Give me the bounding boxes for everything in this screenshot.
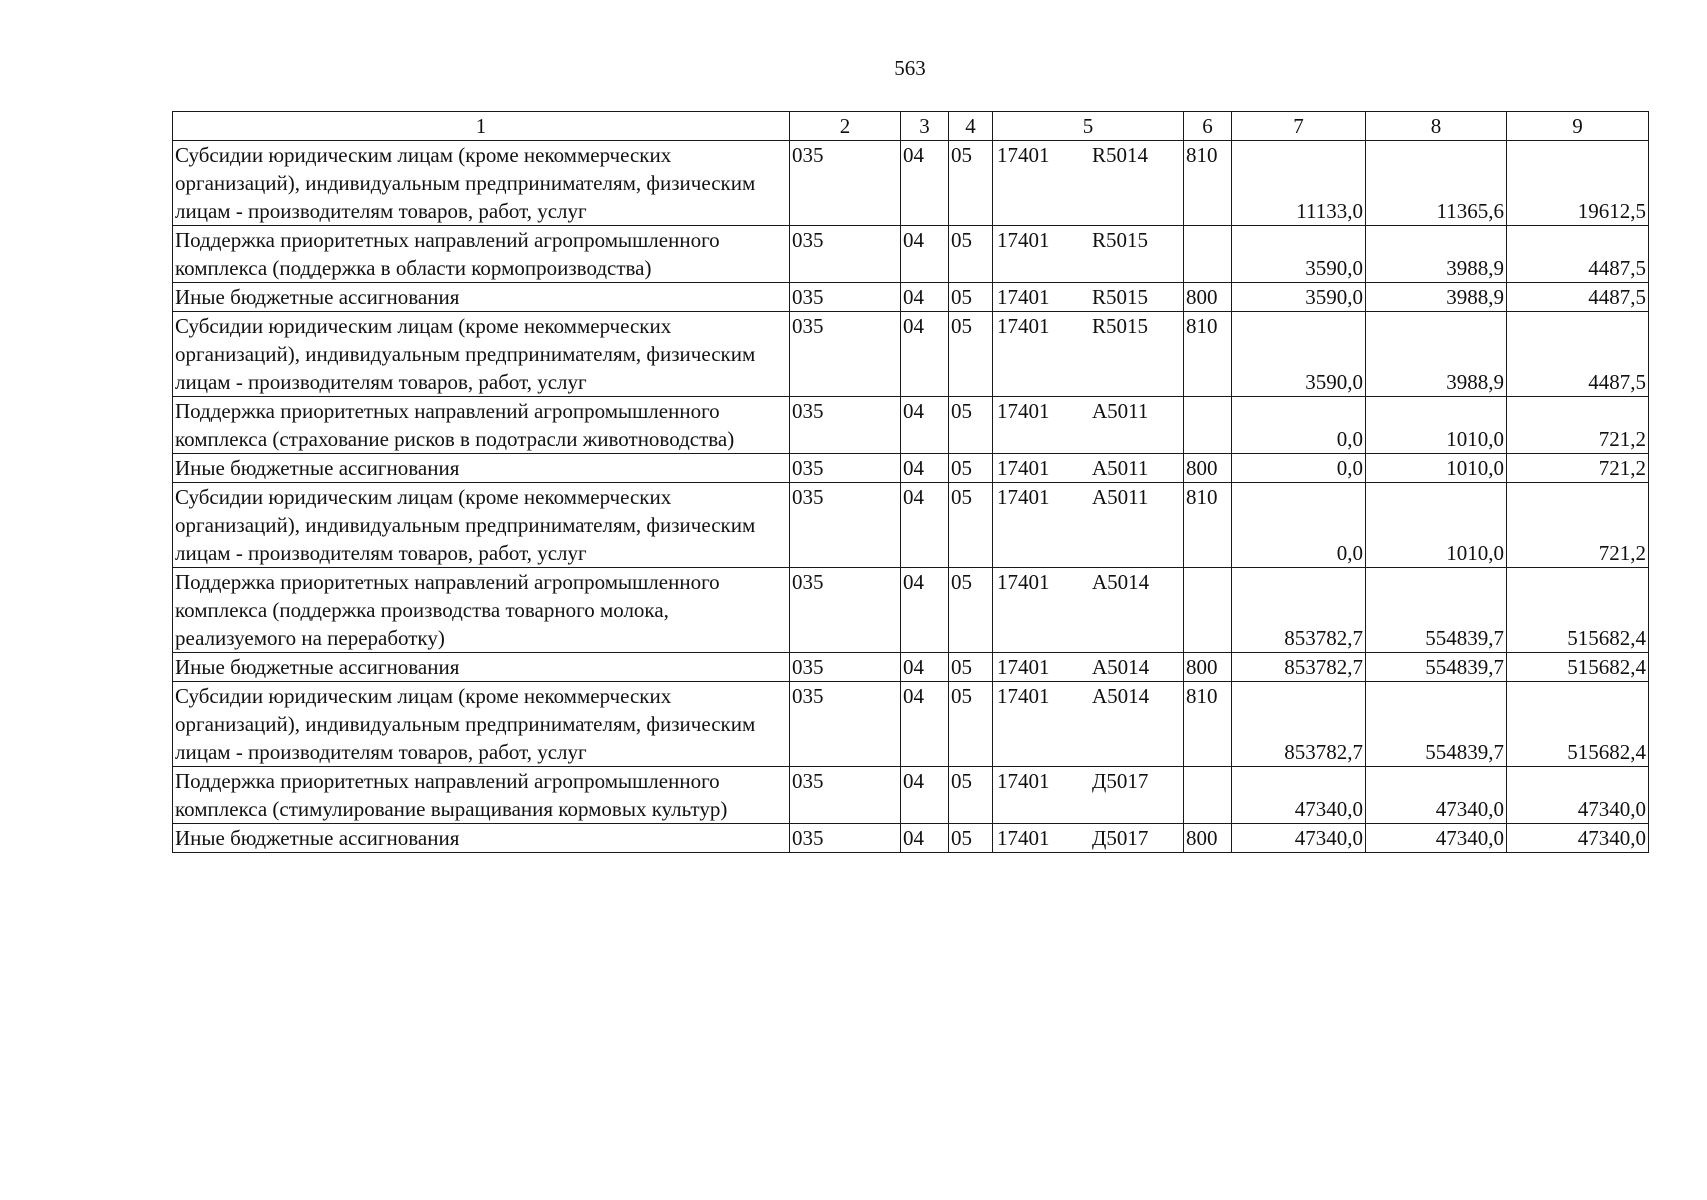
row-code-2: 035 xyxy=(790,397,901,454)
row-value-7: 3590,0 xyxy=(1232,283,1366,312)
row-code-5-direction: А5011 xyxy=(1092,399,1149,423)
row-code-5 xyxy=(993,483,1184,568)
row-code-5-direction: R5015 xyxy=(1092,228,1149,252)
row-code-6 xyxy=(1184,568,1232,653)
row-code-2: 035 xyxy=(790,283,901,312)
row-code-5 xyxy=(993,653,1184,682)
table-row xyxy=(173,568,1649,653)
row-code-5-direction: А5014 xyxy=(1092,684,1150,708)
row-code-6: 810 xyxy=(1184,141,1232,226)
header-cell: 5 xyxy=(993,112,1184,141)
table-row xyxy=(173,483,1649,568)
row-name: Субсидии юридическим лицам (кроме некоммерческих организаций), индивидуальным предпринимателям, физическим лицам - производителям товаров, работ, услуг xyxy=(173,312,790,397)
header-cell: 9 xyxy=(1507,112,1649,141)
row-code-2: 035 xyxy=(790,141,901,226)
row-code-4: 05 xyxy=(949,824,993,853)
row-name: Иные бюджетные ассигнования xyxy=(173,283,790,312)
row-code-5-direction: R5015 xyxy=(1092,314,1149,338)
header-cell: 3 xyxy=(901,112,949,141)
row-code-2: 035 xyxy=(790,767,901,824)
row-code-3: 04 xyxy=(901,824,949,853)
table-row xyxy=(173,682,1649,767)
row-value-8: 11365,6 xyxy=(1366,141,1507,226)
row-value-9: 721,2 xyxy=(1507,483,1649,568)
row-value-7: 0,0 xyxy=(1232,397,1366,454)
row-code-4: 05 xyxy=(949,568,993,653)
row-name: Поддержка приоритетных направлений агропромышленного комплекса (поддержка в области кормопроизводства) xyxy=(173,226,790,283)
table-row xyxy=(173,312,1649,397)
row-value-7: 853782,7 xyxy=(1232,653,1366,682)
row-code-6 xyxy=(1184,226,1232,283)
row-value-8: 47340,0 xyxy=(1366,824,1507,853)
row-name: Иные бюджетные ассигнования xyxy=(173,824,790,853)
row-code-5-direction: R5015 xyxy=(1092,285,1149,309)
row-code-6 xyxy=(1184,767,1232,824)
row-code-5-direction: R5014 xyxy=(1092,143,1149,167)
row-value-7: 47340,0 xyxy=(1232,824,1366,853)
row-code-3: 04 xyxy=(901,767,949,824)
row-code-4: 05 xyxy=(949,682,993,767)
row-value-7: 853782,7 xyxy=(1232,568,1366,653)
header-cell: 7 xyxy=(1232,112,1366,141)
row-code-6: 800 xyxy=(1184,653,1232,682)
row-code-2: 035 xyxy=(790,568,901,653)
row-code-5-direction: А5014 xyxy=(1092,570,1150,594)
row-value-9: 19612,5 xyxy=(1507,141,1649,226)
row-code-5-program: 17401 xyxy=(997,285,1050,309)
row-code-5 xyxy=(993,312,1184,397)
row-value-9: 4487,5 xyxy=(1507,283,1649,312)
row-name: Поддержка приоритетных направлений агропромышленного комплекса (стимулирование выращивания кормовых культур) xyxy=(173,767,790,824)
row-code-5-program: 17401 xyxy=(997,456,1050,480)
row-code-6: 800 xyxy=(1184,283,1232,312)
row-code-5-direction: А5014 xyxy=(1092,655,1150,679)
row-code-6 xyxy=(1184,397,1232,454)
header-cell: 2 xyxy=(790,112,901,141)
row-value-8: 3988,9 xyxy=(1366,312,1507,397)
table-body xyxy=(173,141,1649,853)
row-code-5-program: 17401 xyxy=(997,314,1050,338)
table-row xyxy=(173,226,1649,283)
row-code-3: 04 xyxy=(901,454,949,483)
row-code-2: 035 xyxy=(790,312,901,397)
row-code-6: 800 xyxy=(1184,824,1232,853)
row-value-8: 47340,0 xyxy=(1366,767,1507,824)
row-code-5-program: 17401 xyxy=(997,826,1050,850)
row-code-4: 05 xyxy=(949,653,993,682)
header-cell: 1 xyxy=(173,112,790,141)
row-code-5 xyxy=(993,226,1184,283)
row-code-3: 04 xyxy=(901,397,949,454)
row-name: Иные бюджетные ассигнования xyxy=(173,653,790,682)
row-value-7: 11133,0 xyxy=(1232,141,1366,226)
row-value-8: 1010,0 xyxy=(1366,483,1507,568)
row-code-5 xyxy=(993,824,1184,853)
header-cell: 4 xyxy=(949,112,993,141)
row-code-5-program: 17401 xyxy=(997,684,1050,708)
row-name: Иные бюджетные ассигнования xyxy=(173,454,790,483)
table-row xyxy=(173,454,1649,483)
row-value-9: 47340,0 xyxy=(1507,767,1649,824)
row-code-2: 035 xyxy=(790,682,901,767)
row-name: Субсидии юридическим лицам (кроме некоммерческих организаций), индивидуальным предпринимателям, физическим лицам - производителям товаров, работ, услуг xyxy=(173,682,790,767)
row-code-3: 04 xyxy=(901,653,949,682)
row-value-7: 0,0 xyxy=(1232,483,1366,568)
row-value-8: 3988,9 xyxy=(1366,226,1507,283)
row-name: Субсидии юридическим лицам (кроме некоммерческих организаций), индивидуальным предпринимателям, физическим лицам - производителям товаров, работ, услуг xyxy=(173,141,790,226)
row-code-4: 05 xyxy=(949,397,993,454)
table-row xyxy=(173,283,1649,312)
row-code-3: 04 xyxy=(901,483,949,568)
row-code-3: 04 xyxy=(901,312,949,397)
row-code-5-direction: Д5017 xyxy=(1092,769,1149,793)
row-value-7: 47340,0 xyxy=(1232,767,1366,824)
row-code-5-program: 17401 xyxy=(997,143,1050,167)
row-value-9: 721,2 xyxy=(1507,454,1649,483)
row-code-5-direction: А5011 xyxy=(1092,485,1149,509)
row-code-5 xyxy=(993,767,1184,824)
row-code-5-direction: Д5017 xyxy=(1092,826,1149,850)
row-code-5-program: 17401 xyxy=(997,228,1050,252)
row-code-2: 035 xyxy=(790,824,901,853)
row-code-4: 05 xyxy=(949,141,993,226)
row-code-6: 810 xyxy=(1184,312,1232,397)
row-code-4: 05 xyxy=(949,454,993,483)
row-code-6: 800 xyxy=(1184,454,1232,483)
row-code-4: 05 xyxy=(949,483,993,568)
row-code-4: 05 xyxy=(949,767,993,824)
row-value-9: 515682,4 xyxy=(1507,568,1649,653)
row-code-5-program: 17401 xyxy=(997,570,1050,594)
row-value-8: 1010,0 xyxy=(1366,454,1507,483)
row-value-7: 3590,0 xyxy=(1232,226,1366,283)
row-code-5-program: 17401 xyxy=(997,485,1050,509)
row-value-9: 515682,4 xyxy=(1507,653,1649,682)
row-code-5 xyxy=(993,682,1184,767)
row-name: Субсидии юридическим лицам (кроме некоммерческих организаций), индивидуальным предпринимателям, физическим лицам - производителям товаров, работ, услуг xyxy=(173,483,790,568)
row-value-7: 3590,0 xyxy=(1232,312,1366,397)
budget-table xyxy=(172,111,1649,853)
row-value-9: 4487,5 xyxy=(1507,312,1649,397)
row-code-3: 04 xyxy=(901,283,949,312)
row-name: Поддержка приоритетных направлений агропромышленного комплекса (поддержка производства товарного молока, реализуемого на переработку) xyxy=(173,568,790,653)
row-value-9: 515682,4 xyxy=(1507,682,1649,767)
row-code-5-program: 17401 xyxy=(997,769,1050,793)
table-row xyxy=(173,653,1649,682)
row-code-5 xyxy=(993,397,1184,454)
page-number: 563 xyxy=(894,56,926,80)
row-value-8: 1010,0 xyxy=(1366,397,1507,454)
row-code-3: 04 xyxy=(901,226,949,283)
row-code-5 xyxy=(993,283,1184,312)
row-value-8: 554839,7 xyxy=(1366,682,1507,767)
row-code-3: 04 xyxy=(901,141,949,226)
row-value-8: 554839,7 xyxy=(1366,653,1507,682)
row-code-3: 04 xyxy=(901,568,949,653)
row-code-2: 035 xyxy=(790,454,901,483)
header-row xyxy=(173,112,1649,141)
row-value-7: 0,0 xyxy=(1232,454,1366,483)
row-value-9: 721,2 xyxy=(1507,397,1649,454)
table-row xyxy=(173,767,1649,824)
table-row xyxy=(173,141,1649,226)
row-code-6: 810 xyxy=(1184,483,1232,568)
row-code-5-program: 17401 xyxy=(997,655,1050,679)
row-code-2: 035 xyxy=(790,653,901,682)
header-cell: 8 xyxy=(1366,112,1507,141)
row-code-5 xyxy=(993,568,1184,653)
row-code-4: 05 xyxy=(949,226,993,283)
row-value-9: 47340,0 xyxy=(1507,824,1649,853)
row-code-2: 035 xyxy=(790,483,901,568)
row-value-9: 4487,5 xyxy=(1507,226,1649,283)
table-row xyxy=(173,824,1649,853)
table-row xyxy=(173,397,1649,454)
row-name: Поддержка приоритетных направлений агропромышленного комплекса (страхование рисков в подотрасли животноводства) xyxy=(173,397,790,454)
row-value-8: 3988,9 xyxy=(1366,283,1507,312)
row-code-4: 05 xyxy=(949,283,993,312)
row-code-5-program: 17401 xyxy=(997,399,1050,423)
header-cell: 6 xyxy=(1184,112,1232,141)
row-code-4: 05 xyxy=(949,312,993,397)
row-code-5-direction: А5011 xyxy=(1092,456,1149,480)
row-value-8: 554839,7 xyxy=(1366,568,1507,653)
row-code-2: 035 xyxy=(790,226,901,283)
row-code-5 xyxy=(993,141,1184,226)
row-code-6: 810 xyxy=(1184,682,1232,767)
row-value-7: 853782,7 xyxy=(1232,682,1366,767)
row-code-5 xyxy=(993,454,1184,483)
row-code-3: 04 xyxy=(901,682,949,767)
